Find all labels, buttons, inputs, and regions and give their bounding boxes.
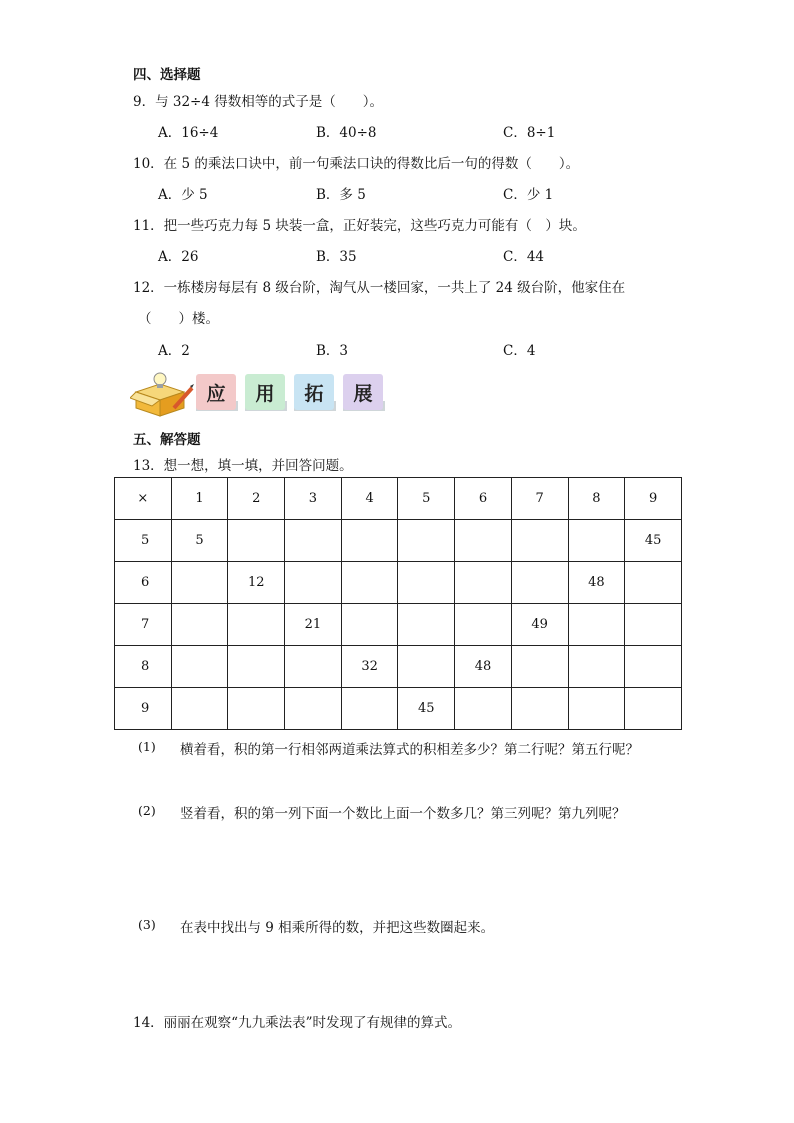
table-cell: 45 (398, 688, 455, 730)
sub-question-3: 在表中找出与 9 相乘所得的数，并把这些数圈起来。 (180, 920, 495, 936)
q9-option-a: A．16÷4 (158, 125, 219, 141)
table-cell: 49 (511, 604, 568, 646)
table-cell (341, 688, 398, 730)
q9-option-c: C．8÷1 (503, 125, 556, 141)
question-9: 9．与 32÷4 得数相等的式子是（ ）。 (133, 94, 384, 110)
question-12-cont: （ ）楼。 (138, 311, 219, 327)
table-cell (511, 562, 568, 604)
banner-tile-tuo: 拓 (294, 374, 334, 410)
banner-tile-yong: 用 (245, 374, 285, 410)
table-header-cell: 9 (625, 478, 682, 520)
sub-question-1-number: (1) (138, 739, 156, 754)
table-header-cell: 7 (511, 478, 568, 520)
table-cell (568, 520, 625, 562)
table-row (115, 646, 682, 688)
table-cell (171, 646, 228, 688)
table-cell (455, 688, 512, 730)
table-header-cell: 1 (171, 478, 228, 520)
q9-option-b: B．40÷8 (316, 125, 377, 141)
table-cell: 45 (625, 520, 682, 562)
q10-option-a: A．少 5 (158, 187, 208, 203)
table-cell (455, 604, 512, 646)
table-cell (455, 562, 512, 604)
table-cell: 48 (455, 646, 512, 688)
application-banner (130, 370, 400, 420)
table-row-header: 8 (115, 646, 172, 688)
section-title-answer: 五、解答题 (133, 432, 201, 448)
table-cell (228, 604, 285, 646)
table-header-cell: 6 (455, 478, 512, 520)
table-cell (568, 688, 625, 730)
q12-option-a: A．2 (158, 343, 190, 359)
table-cell (228, 646, 285, 688)
table-row-header: 9 (115, 688, 172, 730)
multiplication-table (114, 477, 682, 730)
table-row-header: 7 (115, 604, 172, 646)
table-cell (228, 688, 285, 730)
section-title-choice: 四、选择题 (133, 67, 201, 83)
table-cell (398, 520, 455, 562)
table-row (115, 520, 682, 562)
q10-option-c: C．少 1 (503, 187, 554, 203)
question-13: 13．想一想，填一填，并回答问题。 (133, 458, 353, 474)
table-cell (398, 646, 455, 688)
table-cell (455, 520, 512, 562)
table-cell (398, 562, 455, 604)
table-cell (285, 688, 342, 730)
table-cell (285, 520, 342, 562)
table-cell: 32 (341, 646, 398, 688)
question-11: 11．把一些巧克力每 5 块装一盒，正好装完，这些巧克力可能有（ ）块。 (133, 218, 586, 234)
question-12: 12．一栋楼房每层有 8 级台阶，淘气从一楼回家，一共上了 24 级台阶，他家住在 (133, 280, 626, 296)
table-cell (625, 688, 682, 730)
table-cell (285, 646, 342, 688)
table-cell (625, 562, 682, 604)
table-row-header: 6 (115, 562, 172, 604)
banner-tile-ying: 应 (196, 374, 236, 410)
table-cell: 48 (568, 562, 625, 604)
table-cell (285, 562, 342, 604)
q12-option-c: C．4 (503, 343, 536, 359)
table-cell (228, 520, 285, 562)
table-row (115, 688, 682, 730)
table-cell (341, 562, 398, 604)
table-header-row (115, 478, 682, 520)
q11-option-a: A．26 (158, 249, 199, 265)
sub-question-2: 竖着看，积的第一列下面一个数比上面一个数多几？第三列呢？第九列呢？ (180, 806, 626, 822)
table-header-cell: 5 (398, 478, 455, 520)
sub-question-3-number: (3) (138, 917, 156, 932)
table-header-cell: × (115, 478, 172, 520)
question-10: 10．在 5 的乘法口诀中，前一句乘法口诀的得数比后一句的得数（ ）。 (133, 156, 580, 172)
q11-option-b: B．35 (316, 249, 357, 265)
table-header-cell: 8 (568, 478, 625, 520)
table-cell: 5 (171, 520, 228, 562)
table-cell (171, 604, 228, 646)
q10-option-b: B．多 5 (316, 187, 366, 203)
banner-tile-zhan: 展 (343, 374, 383, 410)
table-cell: 21 (285, 604, 342, 646)
table-cell: 12 (228, 562, 285, 604)
question-14: 14．丽丽在观察“九九乘法表”时发现了有规律的算式。 (133, 1015, 461, 1031)
table-row (115, 604, 682, 646)
table-cell (341, 520, 398, 562)
table-header-cell: 4 (341, 478, 398, 520)
table-cell (171, 688, 228, 730)
sub-question-1: 横着看，积的第一行相邻两道乘法算式的积相差多少？第二行呢？第五行呢？ (180, 742, 639, 758)
table-cell (511, 688, 568, 730)
table-cell (625, 646, 682, 688)
table-cell (398, 604, 455, 646)
table-cell (568, 604, 625, 646)
table-cell (625, 604, 682, 646)
table-cell (341, 604, 398, 646)
table-row-header: 5 (115, 520, 172, 562)
table-header-cell: 2 (228, 478, 285, 520)
table-cell (568, 646, 625, 688)
table-cell (511, 646, 568, 688)
q11-option-c: C．44 (503, 249, 545, 265)
table-header-cell: 3 (285, 478, 342, 520)
table-cell (511, 520, 568, 562)
table-row (115, 562, 682, 604)
q12-option-b: B．3 (316, 343, 349, 359)
table-cell (171, 562, 228, 604)
sub-question-2-number: (2) (138, 803, 156, 818)
lightbulb-box-icon (130, 370, 194, 418)
